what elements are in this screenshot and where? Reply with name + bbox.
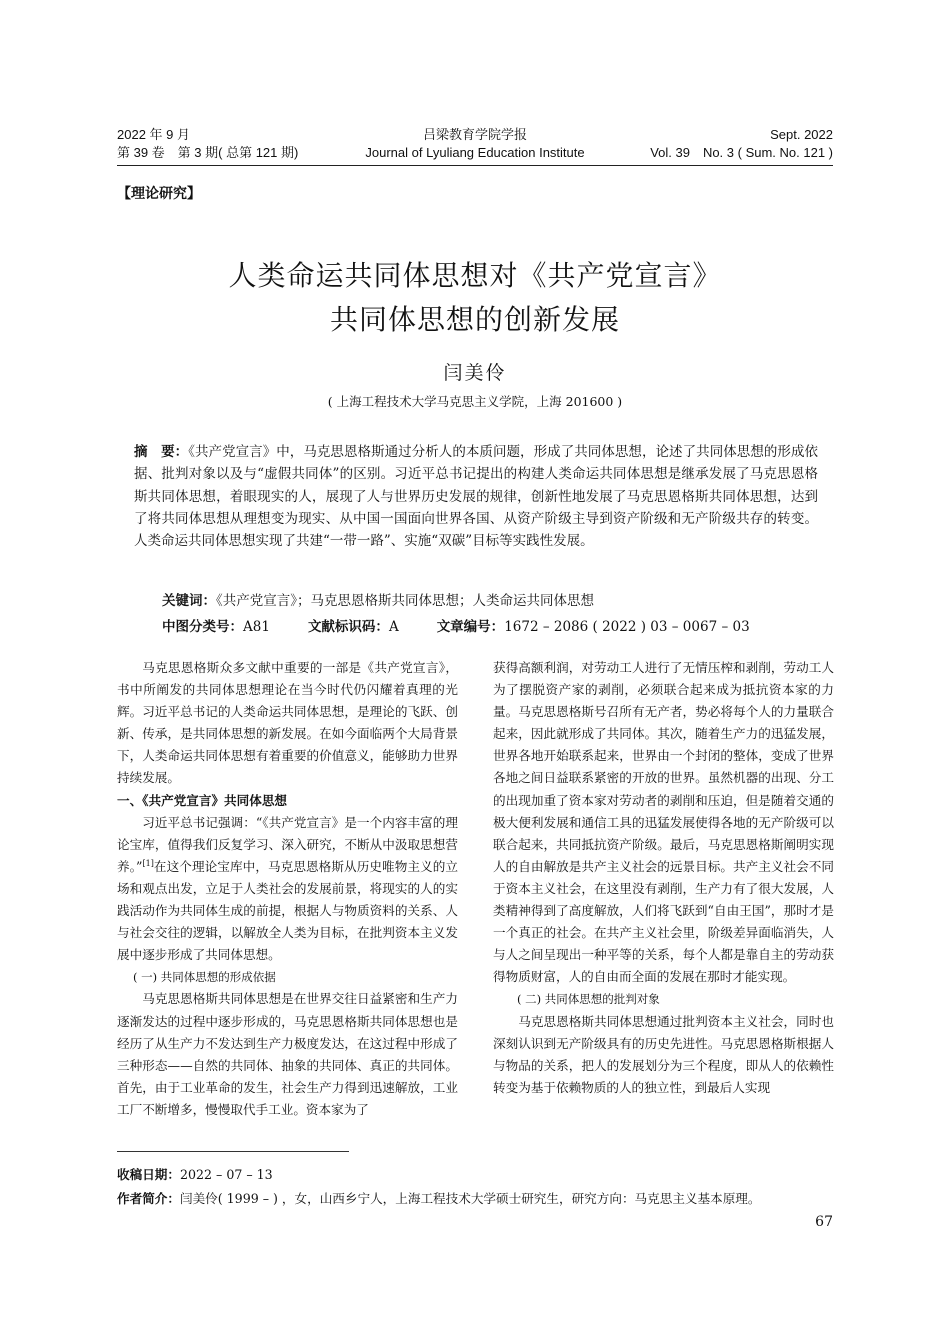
paragraph-text: 习近平总书记强调：“《共产党宣言》是一个内容丰富的理论宝库，值得我们反复学习、深入研究，不断从中汲取思想营养。” bbox=[117, 814, 458, 874]
subsection-heading: ( 一) 共同体思想的形成依据 bbox=[133, 970, 276, 985]
paragraph: 马克思恩格斯众多文献中重要的一部是《共产党宣言》，书中所阐发的共同体思想理论在当今时代仍闪耀着真理的光辉。习近平总书记的人类命运共同体思想，是理论的飞跃、创新、传承，是共同体思想的新发展。在如今面临两个大局背景下，人类命运共同体思想有着重要的价值意义，能够助力世界持续发展。 bbox=[117, 660, 458, 786]
section-tag: 【理论研究】 bbox=[117, 186, 201, 202]
subsection-heading: ( 二) 共同体思想的批判对象 bbox=[517, 992, 660, 1007]
volume-issue-en: Vol. 39 No. 3 ( Sum. No. 121 ) bbox=[650, 145, 833, 160]
bio-label: 作者简介： bbox=[117, 1191, 180, 1206]
received-date bbox=[117, 1164, 273, 1183]
author-name: 闫美伶 bbox=[443, 362, 507, 384]
article-title bbox=[0, 254, 950, 342]
paragraph bbox=[117, 812, 458, 967]
keywords bbox=[162, 589, 594, 609]
issue-date-en: Sept. 2022 bbox=[770, 127, 833, 142]
keywords-label: 关键词： bbox=[162, 593, 216, 609]
paragraph: 马克思恩格斯共同体思想是在世界交往日益紧密和生产力逐渐发达的过程中逐步形成的，马克思恩格斯共同体思想也是经历了从生产力不发达到生产力极度发达，在这过程中形成了三种形态——自然的共同体、抽象的共同体、真正的共同体。首先，由于工业革命的发生，社会生产力得到迅速解放，工业工厂不断增多，慢慢取代手工业。资本家为了 bbox=[117, 991, 458, 1117]
author-bio bbox=[117, 1188, 761, 1207]
received-label: 收稿日期： bbox=[117, 1167, 180, 1182]
section-heading-1: 一、《共产党宣言》共同体思想 bbox=[117, 792, 288, 808]
footnote-divider bbox=[117, 1151, 349, 1152]
abstract-text: 《共产党宣言》中，马克思恩格斯通过分析人的本质问题，形成了共同体思想，论述了共同体思想的形成依据、批判对象以及与“虚假共同体”的区别。习近平总书记提出的构建人类命运共同体思想是继承发展了马克思恩格斯共同体思想，着眼现实的人，展现了人与世界历史发展的规律，创新性地发展了马克思恩格斯共同体思想，达到了将共同体思想从理想变为现实、从中国一国面向世界各国、从资产阶级主导到资产阶级和无产阶级共存的转变。人类命运共同体思想实现了共建“一带一路”、实施“双碳”目标等实践性发展。 bbox=[134, 444, 819, 550]
abstract bbox=[134, 441, 818, 552]
received-value: 2022 – 07 – 13 bbox=[179, 1167, 273, 1182]
doc-code-value: A bbox=[388, 619, 399, 635]
citation-ref: [1] bbox=[142, 858, 154, 868]
classification-line bbox=[162, 615, 750, 635]
article-number-label: 文章编号： bbox=[436, 619, 505, 635]
paragraph: 获得高额利润，对劳动工人进行了无情压榨和剥削，劳动工人为了摆脱资产家的剥削，必须联合起来成为抵抗资本家的力量。马克思恩格斯号召所有无产者，势必将每个人的力量联合起来，因此就形成了共同体。其次，随着生产力的迅猛发展，世界各地开始联系起来，世界由一个封闭的整体，变成了世界各地之间日益联系紧密的开放的世界。虽然机器的出现、分工的出现加重了资本家对劳动者的剥削和压迫，但是随着交通的极大便利发展和通信工具的迅猛发展使得各地的无产阶级可以联合起来，共同抵抗资产阶级。最后，马克思恩格斯阐明实现人的自由解放是共产主义社会的远景目标。共产主义社会不同于资本主义社会，在这里没有剥削，生产力有了很大发展，人类精神得到了高度解放，人们将飞跃到“自由王国”，那时才是一个真正的社会。在共产主义社会里，阶级差异面临消失，人与人之间呈现出一种平等的关系，每个人都是靠自主的劳动获得物质财富，人的自由而全面的发展在那时才能实现。 bbox=[493, 660, 834, 985]
author-affiliation: ( 上海工程技术大学马克思主义学院，上海 201600 ) bbox=[327, 394, 623, 409]
body-column-right bbox=[493, 657, 834, 1099]
journal-name-en: Journal of Lyuliang Education Institute bbox=[365, 145, 585, 160]
clc-value: A81 bbox=[243, 619, 270, 635]
article-number-value: 1672 – 2086 ( 2022 ) 03 – 0067 – 03 bbox=[504, 619, 750, 635]
title-line-1: 人类命运共同体思想对《共产党宣言》 bbox=[228, 259, 722, 292]
paragraph: 马克思恩格斯共同体思想通过批判资本主义社会，同时也深刻认识到无产阶级具有的历史先进性。马克思恩格斯根据人与物品的关系，把人的发展划分为三个程度，即从人的依赖性转变为基于依赖物质的人的独立性，到最后人实现 bbox=[493, 1013, 834, 1095]
volume-issue: 第 39 卷 第 3 期( 总第 121 期) bbox=[117, 145, 299, 160]
issue-date: 2022 年 9 月 bbox=[117, 127, 190, 142]
keywords-text: 《共产党宣言》；马克思恩格斯共同体思想；人类命运共同体思想 bbox=[216, 593, 594, 609]
bio-value: 闫美伶( 1999 – ) ，女，山西乡宁人，上海工程技术大学硕士研究生，研究方向：马克思主义基本原理。 bbox=[179, 1191, 761, 1206]
page-number: 67 bbox=[815, 1214, 833, 1230]
clc-label: 中图分类号： bbox=[162, 619, 243, 635]
journal-name-cn: 吕梁教育学院学报 bbox=[422, 127, 527, 142]
title-line-2: 共同体思想的创新发展 bbox=[329, 303, 620, 336]
paragraph-text: 在这个理论宝库中，马克思恩格斯从历史唯物主义的立场和观点出发，立足于人类社会的发展前景，将现实的人的实践活动作为共同体生成的前提，根据人与物质资料的关系、人与社会交往的逻辑，以解放全人类为目标，在批判资本主义发展中逐步形成了共同体思想。 bbox=[117, 858, 459, 963]
abstract-label: 摘 要： bbox=[134, 444, 189, 460]
journal-date-volume-en bbox=[650, 126, 833, 162]
body-column-left bbox=[117, 657, 458, 1121]
header-divider bbox=[117, 165, 833, 166]
doc-code-label: 文献标识码： bbox=[307, 619, 389, 635]
